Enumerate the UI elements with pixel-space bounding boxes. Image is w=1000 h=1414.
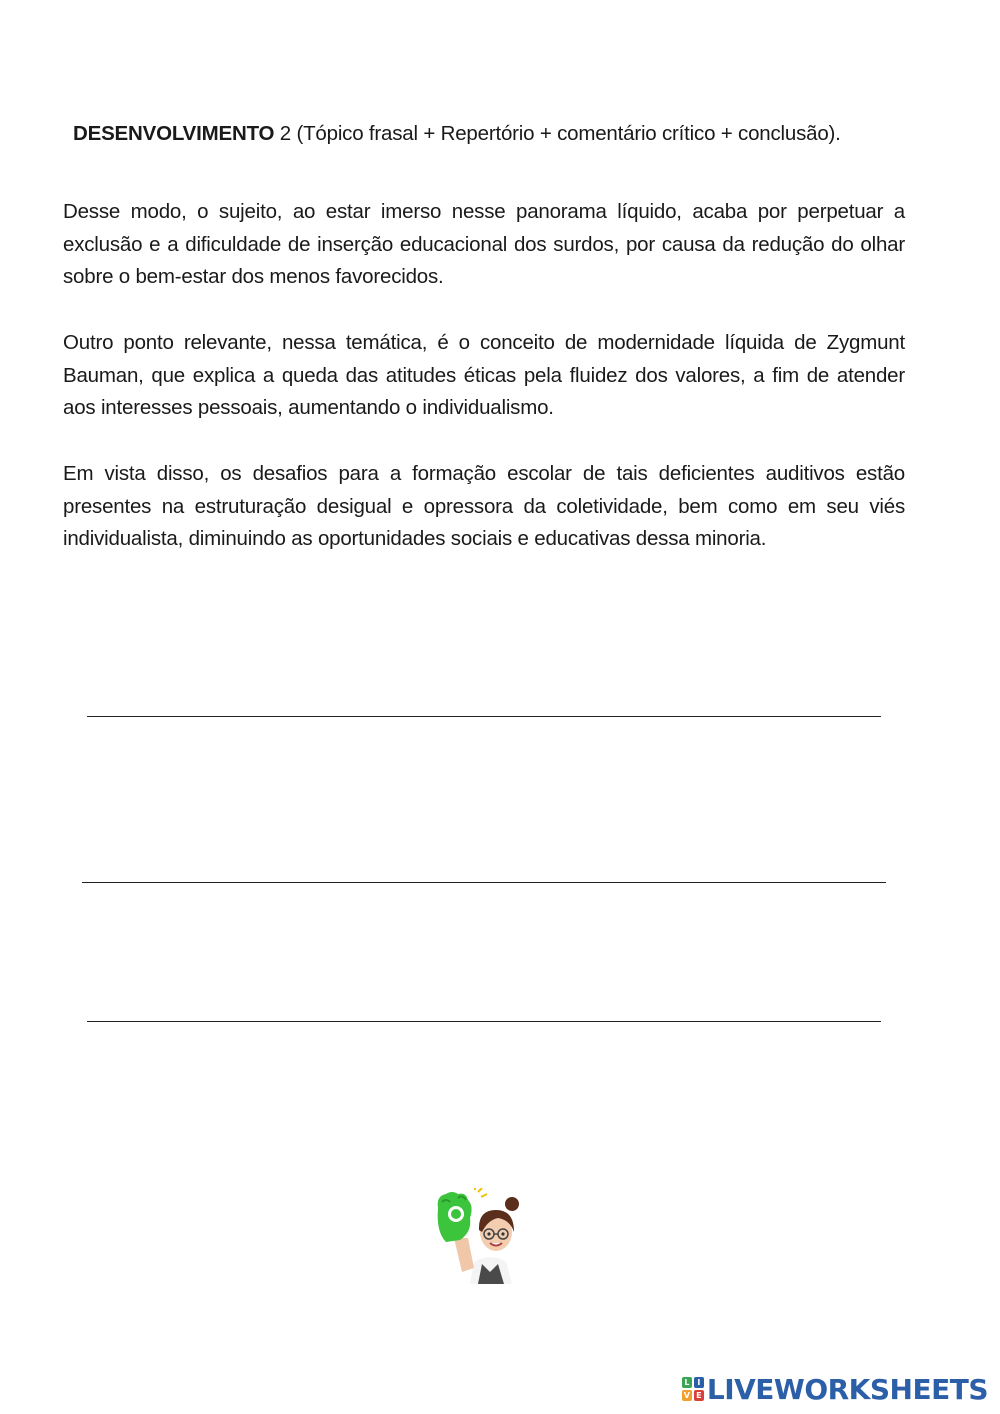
- liveworksheets-logo-text: LIVEWORKSHEETS: [706, 1372, 988, 1406]
- paragraph-3: Em vista disso, os desafios para a formação escolar de tais deficientes auditivos estão presentes na estruturação desigual e opressora da coletividade, bem como em seu viés individualista, diminuindo as oportunidades sociais e educativas dessa minoria.: [63, 462, 905, 550]
- logo-mark-letter: E: [694, 1390, 704, 1401]
- liveworksheets-mark-icon: [682, 1377, 704, 1401]
- section-heading-rest: 2 (Tópico frasal + Repertório + comentário crítico + conclusão).: [274, 122, 841, 145]
- section-heading: [73, 120, 841, 148]
- logo-mark-letter: I: [694, 1377, 704, 1388]
- bitmoji-teacher-ok-hand-icon: [432, 1188, 532, 1284]
- paragraph-1: Desse modo, o sujeito, ao estar imerso nesse panorama líquido, acaba por perpetuar a exclusão e a dificuldade de inserção educacional dos surdos, por causa da redução do olhar sobre o bem-estar dos menos favorecidos.: [63, 200, 905, 288]
- section-heading-bold: DESENVOLVIMENTO: [73, 122, 275, 145]
- logo-mark-letter: L: [682, 1377, 692, 1388]
- answer-line-3[interactable]: [87, 1021, 881, 1022]
- answer-line-2[interactable]: [82, 882, 886, 883]
- answer-line-1[interactable]: [87, 716, 881, 717]
- logo-mark-letter: V: [683, 1391, 690, 1400]
- liveworksheets-logo: [682, 1372, 988, 1406]
- paragraph-2: Outro ponto relevante, nessa temática, é o conceito de modernidade líquida de Zygmunt Bauman, que explica a queda das atitudes éticas pela fluidez dos valores, a fim de atender aos interesses pessoais, aumentando o individualismo.: [63, 331, 905, 419]
